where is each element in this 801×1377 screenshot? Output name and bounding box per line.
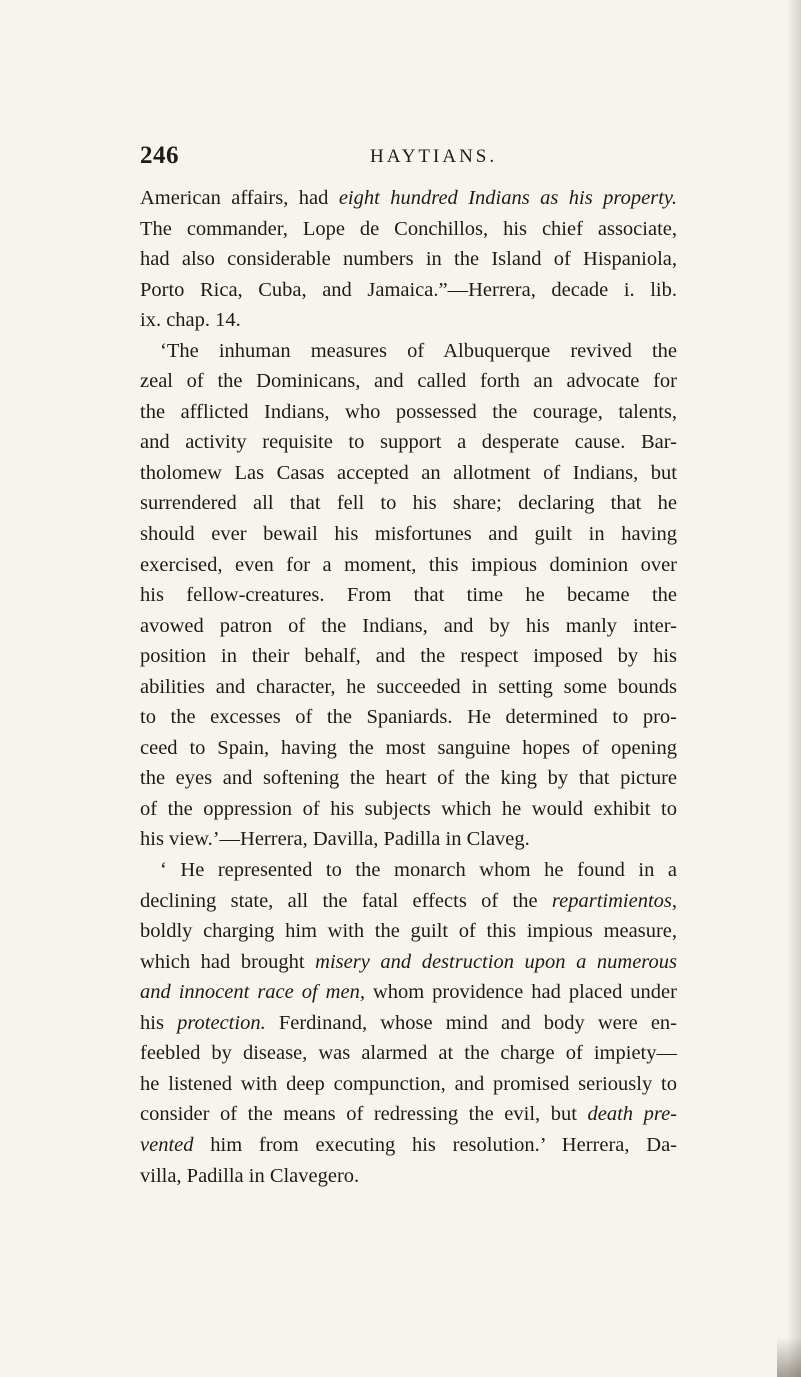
text-run: which had brought — [140, 950, 316, 973]
running-head: HAYTIANS. — [370, 146, 498, 167]
text-run: his — [140, 1011, 178, 1034]
text-run: Ferdinand, whose mind and body were en- — [265, 1011, 677, 1034]
italic-run: repartimientos, — [551, 889, 677, 912]
text-line — [140, 1099, 677, 1130]
italic-run: eight hundred Indians as his property. — [338, 187, 677, 209]
text-run: his view.’—Herrera, Davilla, Padilla in Claveg. — [140, 828, 530, 851]
page-corner-shadow — [777, 1337, 801, 1377]
text-run: him from executing his resolution.’ Herrera, Da- — [193, 1133, 677, 1156]
text-line — [140, 519, 677, 550]
text-line — [140, 427, 677, 458]
text-run: avowed patron of the Indians, and by his manly inter- — [140, 614, 677, 637]
text-line — [140, 611, 677, 642]
page-number: 246 — [140, 142, 179, 169]
text-run: ‘ He represented to the monarch whom he found in a — [160, 859, 677, 882]
text-run: the eyes and softening the heart of the king by that picture — [140, 767, 677, 790]
text-run: position in their behalf, and the respect imposed by his — [140, 645, 677, 668]
italic-run: death pre- — [587, 1103, 678, 1126]
text-line — [140, 763, 677, 794]
text-run: declining state, all the fatal effects of the — [140, 889, 552, 912]
text-line — [140, 886, 677, 917]
text-line — [140, 580, 677, 611]
text-line — [140, 214, 677, 245]
italic-run: vented — [140, 1133, 194, 1156]
text-run: Porto Rica, Cuba, and Jamaica.”—Herrera, decade i. lib. — [140, 278, 677, 301]
text-run: zeal of the Dominicans, and called forth an advocate for — [140, 370, 677, 393]
text-line — [140, 916, 677, 947]
text-line — [140, 794, 677, 825]
text-line — [140, 183, 677, 214]
text-line — [140, 672, 677, 703]
text-line — [140, 977, 677, 1008]
text-line — [140, 305, 677, 336]
text-run: exercised, even for a moment, this impious dominion over — [140, 553, 677, 576]
text-run: ceed to Spain, having the most sanguine hopes of opening — [140, 736, 677, 759]
text-line — [140, 458, 677, 489]
text-line — [140, 336, 677, 367]
text-line — [140, 1069, 677, 1100]
text-run: villa, Padilla in Clavegero. — [140, 1164, 360, 1187]
text-run: ix. chap. 14. — [140, 309, 241, 332]
text-line — [140, 366, 677, 397]
text-run: surrendered all that fell to his share; declaring that he — [140, 492, 677, 515]
text-run: the afflicted Indians, who possessed the courage, talents, — [140, 400, 677, 423]
text-run: whom providence had placed under — [364, 981, 677, 1004]
text-run: feebled by disease, was alarmed at the charge of impiety— — [140, 1042, 677, 1065]
text-line — [140, 1161, 677, 1192]
body-text — [140, 183, 677, 1191]
text-run: boldly charging him with the guilt of this impious measure, — [140, 920, 677, 943]
text-line — [140, 550, 677, 581]
text-line — [140, 1130, 677, 1161]
page-edge-shadow — [787, 0, 801, 1377]
text-run: abilities and character, he succeeded in setting some bounds — [140, 675, 677, 698]
text-line — [140, 244, 677, 275]
text-run: The commander, Lope de Conchillos, his chief associate, — [140, 217, 677, 240]
text-line — [140, 1008, 677, 1039]
text-run: should ever bewail his misfortunes and guilt in having — [140, 523, 677, 546]
text-run: American affairs, had — [140, 187, 339, 209]
italic-run: protection. — [177, 1011, 266, 1034]
text-line — [140, 824, 677, 855]
text-line — [140, 733, 677, 764]
text-run: he listened with deep compunction, and promised seriously to — [140, 1072, 677, 1095]
text-line — [140, 1038, 677, 1069]
text-line — [140, 397, 677, 428]
text-line — [140, 855, 677, 886]
text-run: to the excesses of the Spaniards. He determined to pro- — [140, 706, 677, 729]
text-line — [140, 641, 677, 672]
page-header — [140, 142, 680, 172]
text-run: and activity requisite to support a desperate cause. Bar- — [140, 431, 677, 454]
text-run: ‘The inhuman measures of Albuquerque revived the — [160, 339, 677, 362]
italic-run: misery and destruction upon a numerous — [315, 950, 677, 973]
text-line — [140, 275, 677, 306]
italic-run: and innocent race of men, — [140, 981, 365, 1004]
text-line — [140, 488, 677, 519]
text-run: consider of the means of redressing the evil, but — [140, 1103, 588, 1126]
text-line — [140, 702, 677, 733]
text-run: his fellow-creatures. From that time he became the — [140, 584, 677, 607]
text-run: had also considerable numbers in the Island of Hispaniola, — [140, 248, 677, 271]
text-run: tholomew Las Casas accepted an allotment of Indians, but — [140, 461, 677, 484]
text-line — [140, 947, 677, 978]
text-run: of the oppression of his subjects which he would exhibit to — [140, 797, 677, 820]
